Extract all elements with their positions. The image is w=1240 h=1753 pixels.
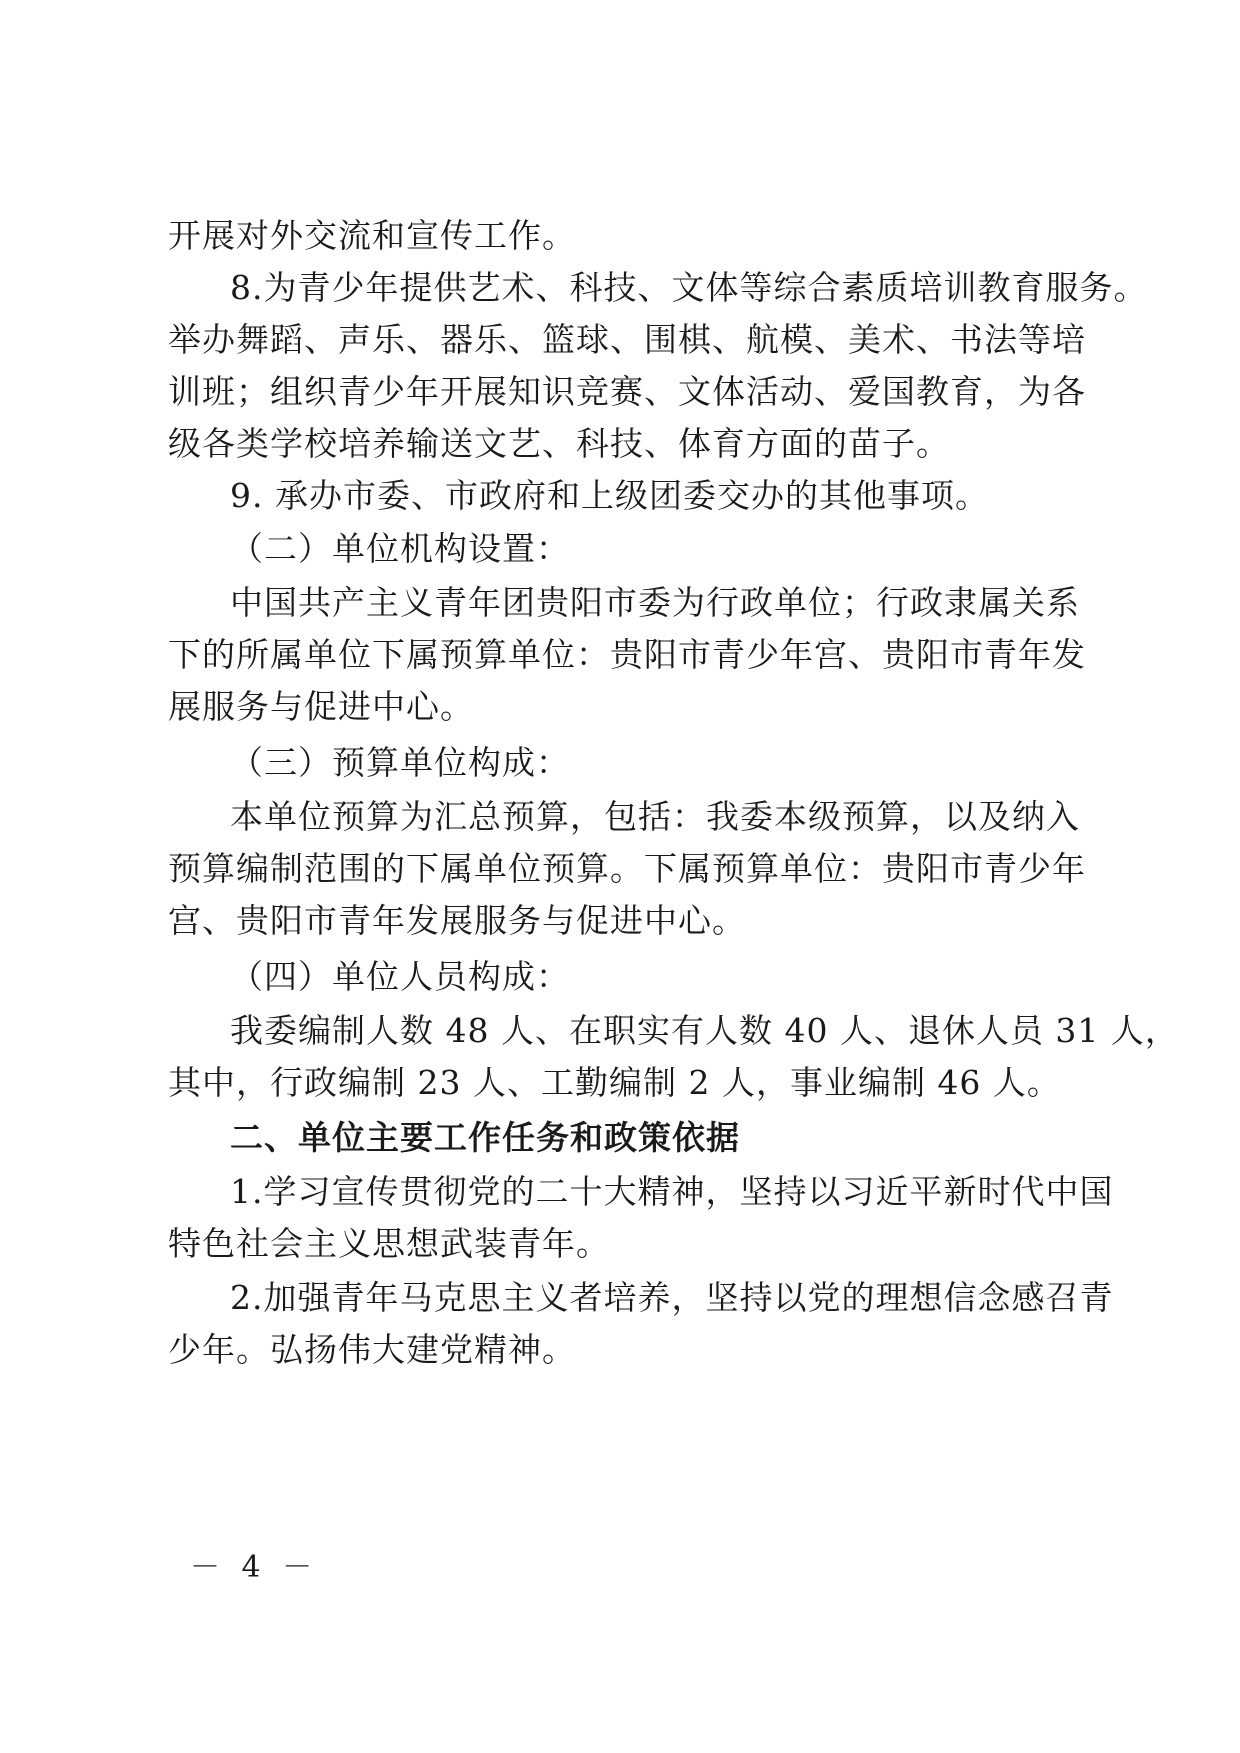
paragraph-line: 9. 承办市委、市政府和上级团委交办的其他事项。: [230, 476, 989, 515]
paragraph-line: 少年。弘扬伟大建党精神。: [168, 1330, 576, 1369]
paragraph-line: 本单位预算为汇总预算，包括：我委本级预算，以及纳入: [230, 797, 1080, 836]
paragraph-line: 其中，行政编制 23 人、工勤编制 2 人，事业编制 46 人。: [168, 1063, 1061, 1102]
section-heading: 二、单位主要工作任务和政策依据: [230, 1118, 740, 1157]
paragraph-line: 我委编制人数 48 人、在职实有人数 40 人、退休人员 31 人，: [230, 1011, 1179, 1050]
paragraph-line: 展服务与促进中心。: [168, 687, 474, 726]
paragraph-line: 级各类学校培养输送文艺、科技、体育方面的苗子。: [168, 424, 950, 463]
paragraph-line: 1.学习宣传贯彻党的二十大精神，坚持以习近平新时代中国: [230, 1172, 1114, 1211]
paragraph-line: 中国共产主义青年团贵阳市委为行政单位；行政隶属关系: [230, 583, 1080, 622]
section-subheading: （二）单位机构设置：: [230, 529, 570, 568]
paragraph-line: 2.加强青年马克思主义者培养，坚持以党的理想信念感召青: [230, 1278, 1114, 1317]
paragraph-line: 训班；组织青少年开展知识竞赛、文体活动、爱国教育，为各: [168, 372, 1086, 411]
paragraph-line: 8.为青少年提供艺术、科技、文体等综合素质培训教育服务。: [230, 268, 1148, 307]
paragraph-line: 开展对外交流和宣传工作。: [168, 216, 576, 255]
paragraph-line: 举办舞蹈、声乐、器乐、篮球、围棋、航模、美术、书法等培: [168, 320, 1086, 359]
section-subheading: （四）单位人员构成：: [230, 957, 570, 996]
paragraph-line: 宫、贵阳市青年发展服务与促进中心。: [168, 901, 746, 940]
page-number: － 4 －: [190, 1550, 319, 1585]
paragraph-line: 预算编制范围的下属单位预算。下属预算单位：贵阳市青少年: [168, 849, 1086, 888]
section-subheading: （三）预算单位构成：: [230, 743, 570, 782]
paragraph-line: 特色社会主义思想武装青年。: [168, 1224, 610, 1263]
paragraph-line: 下的所属单位下属预算单位：贵阳市青少年宫、贵阳市青年发: [168, 635, 1086, 674]
